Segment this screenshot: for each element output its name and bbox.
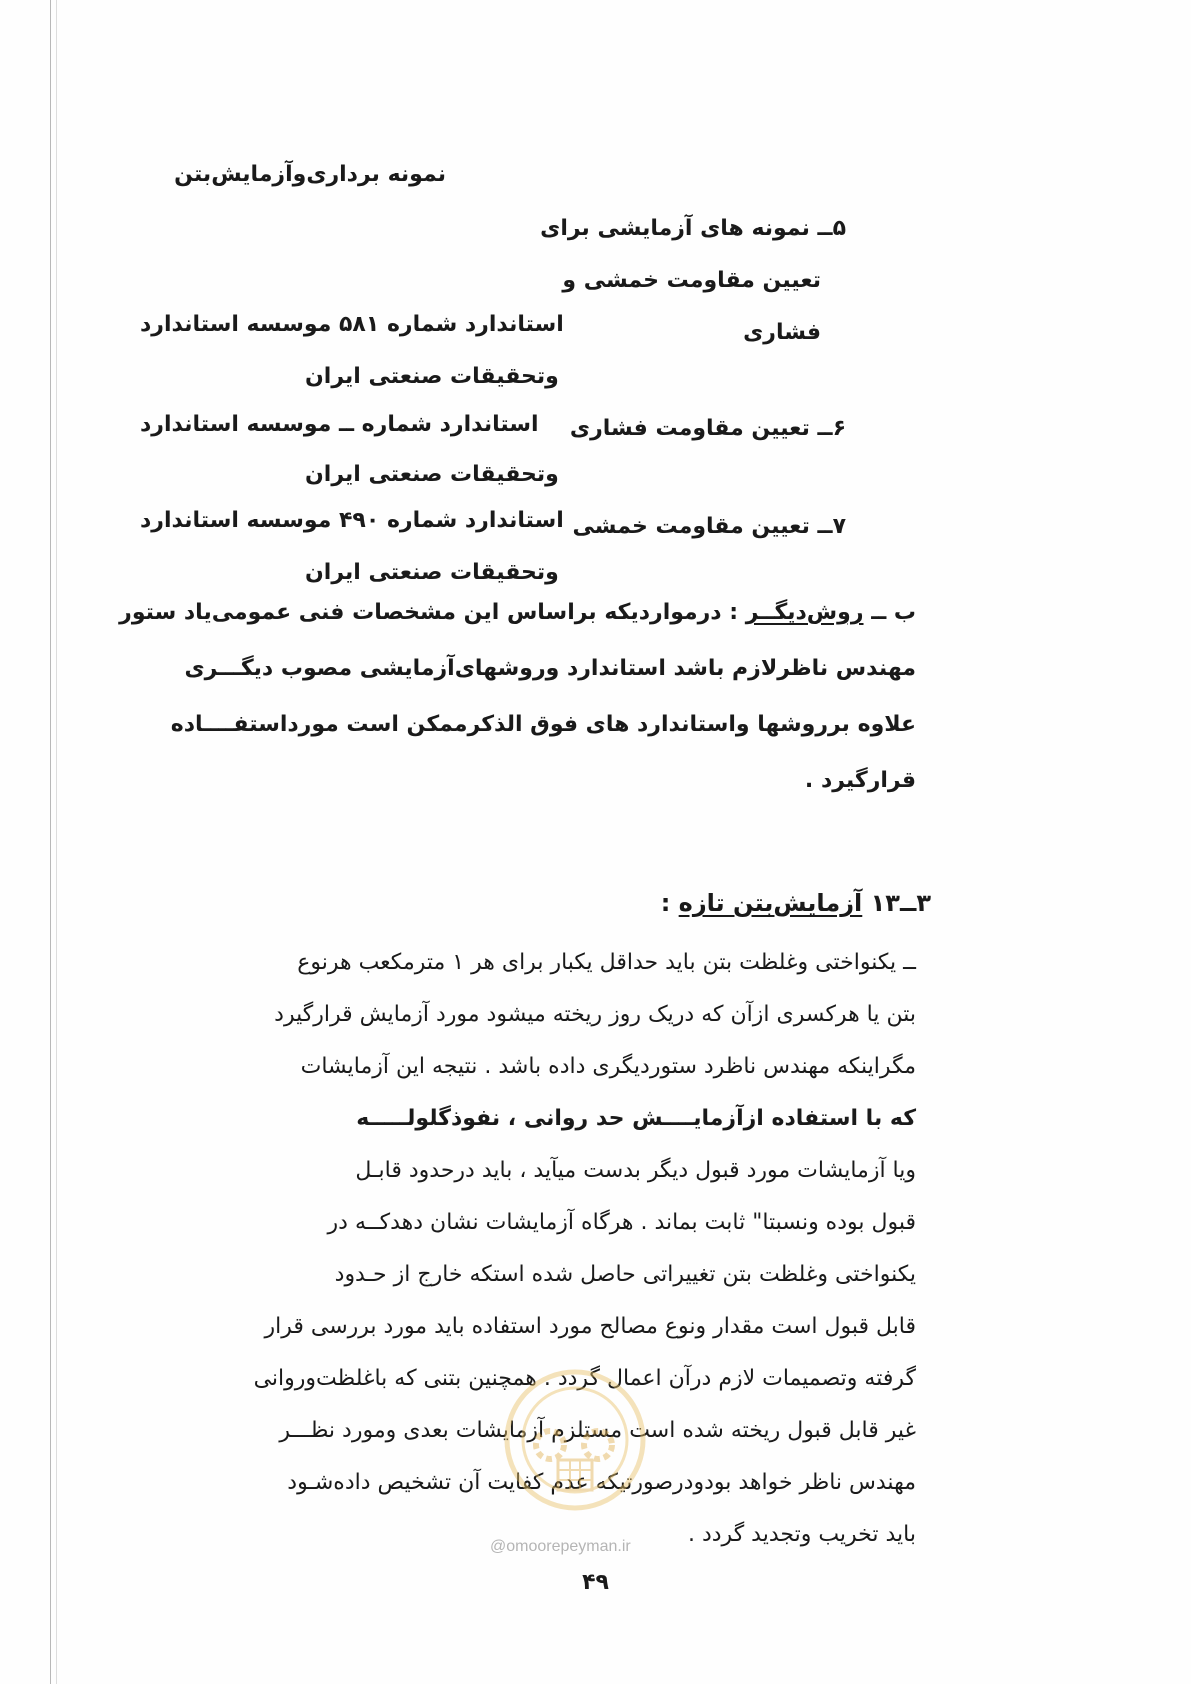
- item5-label-line2: تعیین مقاومت خمشی و: [562, 268, 821, 293]
- item6-standard-line2: وتحقیقات صنعتی ایران: [305, 462, 559, 487]
- paragraph-main-line7: یکنواختی وغلظت بتن تغییراتی حاصل شده استکه خارج از حـدود: [334, 1262, 916, 1287]
- section-13-heading: [661, 888, 931, 918]
- paragraph-b-line3: علاوه برروشها واستاندارد های فوق الذکرممکن است مورداستفــــاده: [170, 712, 916, 737]
- page-heading: نمونه برداری‌وآزمایش‌بتن: [174, 162, 446, 187]
- paragraph-b: [119, 598, 916, 822]
- item6-label: ۶ــ تعیین مقاومت فشاری: [569, 416, 846, 441]
- binding-edge-line-inner: [56, 0, 57, 1684]
- item5-label-line1: ۵ــ نمونه های آزمایشی برای: [540, 216, 846, 241]
- item5-label-line3: فشاری: [743, 320, 821, 345]
- paragraph-main-line4: که با استفاده ازآزمایــــش حد روانی ، نفوذگلولـــــه: [356, 1106, 916, 1131]
- section-13-suffix: :: [660, 889, 671, 917]
- paragraph-b-heading: روش‌دیگــر: [745, 600, 864, 625]
- paragraph-main-line6: قبول بوده ونسبتا" ثابت بماند . هرگاه آزمایشات نشان دهدکــه در: [327, 1210, 916, 1235]
- binding-edge-line: [50, 0, 51, 1684]
- item6-standard-line1: استاندارد شماره ــ موسسه استاندارد: [140, 412, 539, 437]
- paragraph-main-line5: ویا آزمایشات مورد قبول دیگر بدست میآید ، باید درحدود قابـل: [355, 1158, 916, 1183]
- item5-standard-line2: وتحقیقات صنعتی ایران: [305, 364, 559, 389]
- item7-label: ۷ــ تعیین مقاومت خمشی: [572, 514, 846, 539]
- paragraph-b-prefix: ب ــ: [871, 600, 916, 625]
- section-13-title: آزمایش‌بتن تازه: [678, 889, 863, 917]
- paragraph-b-text1: : درمواردیکه براساس این مشخصات فنی عمومی‌یاد ستور: [119, 600, 739, 625]
- watermark-url: @omoorepeyman.ir: [490, 1538, 631, 1555]
- paragraph-b-line4: قرارگیرد .: [804, 768, 916, 793]
- item5-standard-line1: استاندارد شماره ۵۸۱ موسسه استاندارد: [140, 312, 564, 337]
- paragraph-b-line2: مهندس ناظرلازم باشد استاندارد وروشهای‌آزمایشی مصوب دیگـــری: [184, 656, 916, 681]
- paragraph-main-line12: باید تخریب وتجدید گردد .: [687, 1522, 916, 1547]
- paragraph-main-line9: گرفته وتصمیمات لازم درآن اعمال گردد . همچنین بتنی که باغلظت‌وروانی: [253, 1366, 916, 1391]
- paragraph-main-line2: بتن یا هرکسری ازآن که دریک روز ریخته میشود مورد آزمایش قرارگیرد: [274, 1002, 916, 1027]
- section-13-number: ۳ــ۱۳: [870, 889, 931, 917]
- watermark-seal-icon: [500, 1365, 650, 1515]
- item7-standard-line2: وتحقیقات صنعتی ایران: [305, 560, 559, 585]
- paragraph-main-line1: ــ یکنواختی وغلظت بتن باید حداقل یکبار برای هر ۱ مترمکعب هرنوع: [297, 950, 916, 975]
- paragraph-main-line3: مگراینکه مهندس ناظرد ستوردیگری داده باشد . نتیجه این آزمایشات: [300, 1054, 916, 1079]
- item7-standard-line1: استاندارد شماره ۴۹۰ موسسه استاندارد: [140, 508, 564, 533]
- page-number: ۴۹: [582, 1570, 609, 1595]
- paragraph-main-line11: مهندس ناظر خواهد بودودرصورتیکه عدم کفایت آن تشخیص داده‌شـود: [287, 1470, 916, 1495]
- paragraph-b-line1: [119, 598, 916, 654]
- paragraph-main-line10: غیر قابل قبول ریخته شده است مستلزم آزمایشات بعدی ومورد نظـــر: [279, 1418, 916, 1443]
- paragraph-main-line8: قابل قبول است مقدار ونوع مصالح مورد استفاده باید مورد بررسی قرار: [264, 1314, 916, 1339]
